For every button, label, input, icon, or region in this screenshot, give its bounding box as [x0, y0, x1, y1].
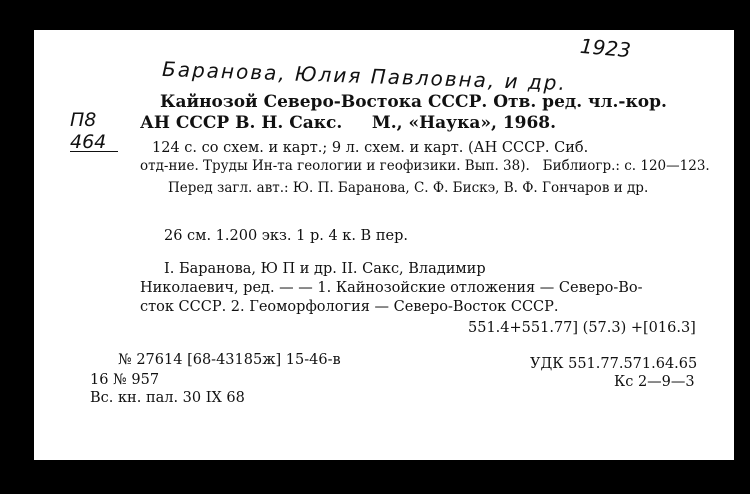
description-line-2: отд-ние. Труды Ин-та геологии и геофизики. Вып. 38). Библиогр.: с. 120—123.: [140, 158, 710, 174]
tracing-line-2: Николаевич, ред. — — 1. Кайнозойские отложения — Северо-Во-: [140, 280, 643, 296]
catalog-card: [34, 30, 734, 460]
tracing-line-1: I. Баранова, Ю П и др. II. Сакс, Владимир: [164, 261, 486, 277]
title-line-2: АН СССР В. Н. Сакс. М., «Наука», 1968.: [140, 113, 557, 133]
card-number: 16 № 957: [90, 372, 160, 388]
classification-numbers: 551.4+551.77] (57.3) +[016.3]: [468, 320, 696, 336]
record-number: № 27614 [68-43185ж] 15-46-в: [118, 352, 341, 368]
udc-code: УДК 551.77.571.64.65: [530, 356, 698, 372]
printing-info: Вс. кн. пал. 30 IX 68: [90, 390, 245, 406]
handwritten-year: 1923: [579, 33, 632, 63]
handwritten-shelf-mark-bottom: 464: [70, 131, 107, 153]
handwritten-author-names: Баранова, Юлия Павловна, и др.: [161, 56, 568, 96]
description-line-1: 124 с. со схем. и карт.; 9 л. схем. и карт. (АН СССР. Сиб.: [152, 140, 589, 156]
description-line-3: Перед загл. авт.: Ю. П. Баранова, С. Ф. Бискэ, В. Ф. Гончаров и др.: [168, 180, 649, 196]
kc-code: Кс 2—9—3: [614, 374, 695, 390]
description-line-4: 26 см. 1.200 экз. 1 р. 4 к. В пер.: [164, 228, 408, 244]
title-line-1: Кайнозой Северо-Востока СССР. Отв. ред. чл.-кор.: [160, 92, 667, 112]
scan-border: [0, 461, 750, 494]
handwritten-shelf-mark-top: П8: [70, 109, 97, 131]
tracing-line-3: сток СССР. 2. Геоморфология — Северо-Восток СССР.: [140, 299, 559, 315]
